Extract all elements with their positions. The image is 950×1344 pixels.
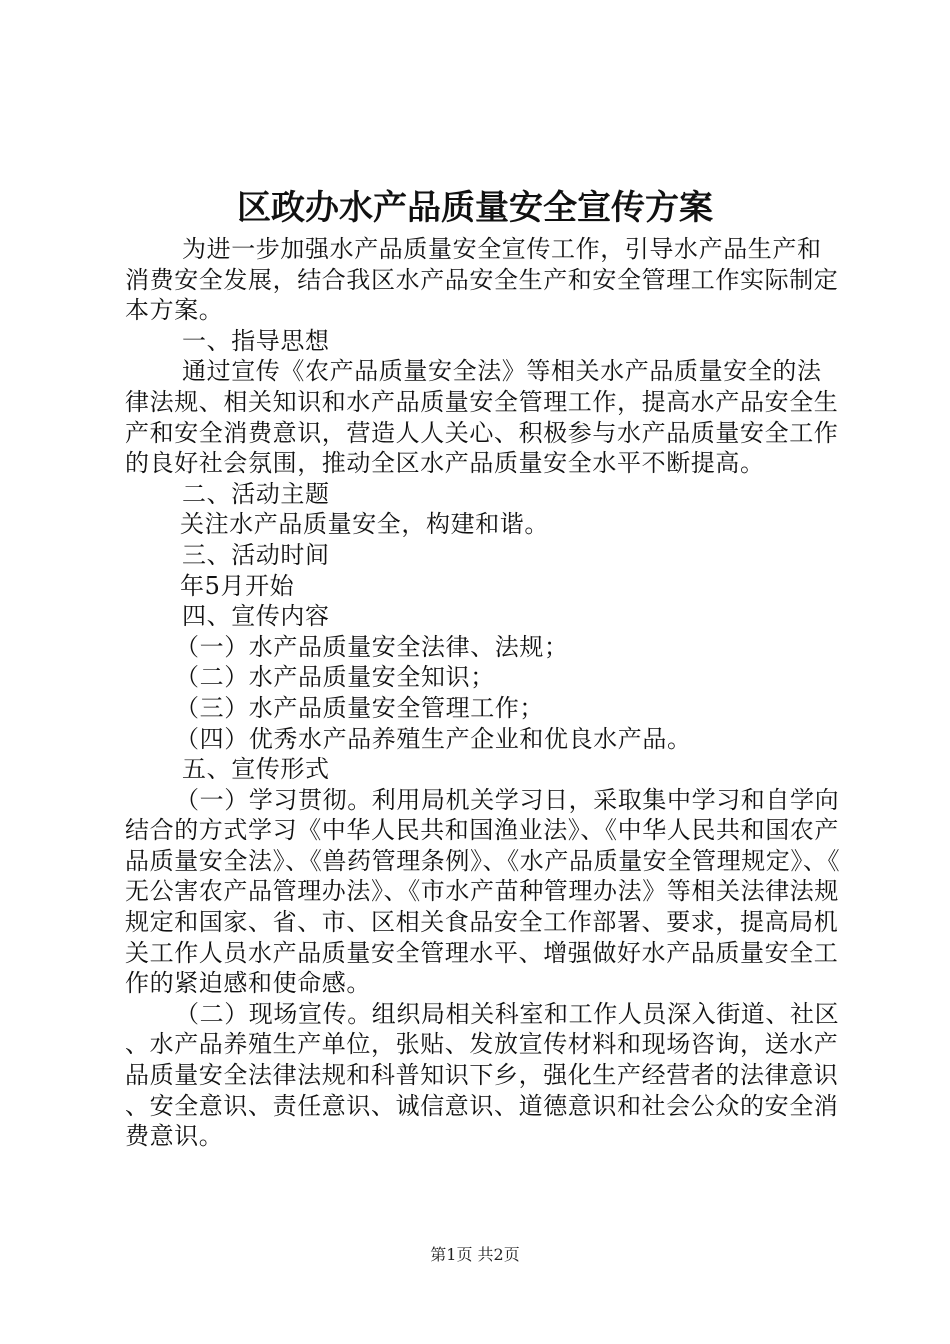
section-4-item-2: （二）水产品质量安全知识； <box>175 663 495 692</box>
section-heading-2: 二、活动主题 <box>182 479 330 508</box>
document-title: 区政办水产品质量安全宣传方案 <box>237 188 713 228</box>
page-footer: 第1页 共2页 <box>430 1245 520 1264</box>
section-5-paragraph-2: （二）现场宣传。组织局相关科室和工作人员深入街道、社区、水产品养殖生产单位，张贴、发放宣传材料和现场咨询，送水产品质量安全法律法规和科普知识下乡，强化生产经营者的法律意识、安全意识、责任意识、诚信意识、道德意识和社会公众的安全消费意识。 <box>125 999 840 1151</box>
section-heading-1: 一、指导思想 <box>182 326 330 355</box>
section-heading-5: 五、宣传形式 <box>182 755 330 784</box>
section-1-paragraph: 通过宣传《农产品质量安全法》等相关水产品质量安全的法律法规、相关知识和水产品质量安全管理工作，提高水产品安全生产和安全消费意识，营造人人关心、积极参与水产品质量安全工作的良好社会氛围，推动全区水产品质量安全水平不断提高。 <box>125 357 839 478</box>
section-4-item-1: （一）水产品质量安全法律、法规； <box>175 632 569 661</box>
section-heading-4: 四、宣传内容 <box>182 602 330 631</box>
section-2-paragraph: 关注水产品质量安全，构建和谐。 <box>180 510 549 539</box>
document-body <box>125 234 845 1152</box>
section-4-item-4: （四）优秀水产品养殖生产企业和优良水产品。 <box>175 724 692 753</box>
section-heading-3: 三、活动时间 <box>182 540 330 569</box>
section-4-item-3: （三）水产品质量安全管理工作； <box>175 693 544 722</box>
section-3-paragraph: 年5月开始 <box>180 571 295 600</box>
section-5-paragraph-1: （一）学习贯彻。利用局机关学习日，采取集中学习和自学向结合的方式学习《中华人民共和国渔业法》、《中华人民共和国农产品质量安全法》、《兽药管理条例》、《水产品质量安全管理规定》、《无公害农产品管理办法》、《市水产苗种管理办法》等相关法律法规规定和国家、省、市、区相关食品安全工作部署、要求，提高局机关工作人员水产品质量安全管理水平、增强做好水产品质量安全工作的紧迫感和使命感。 <box>125 785 841 998</box>
intro-paragraph: 为进一步加强水产品质量安全宣传工作，引导水产品生产和消费安全发展，结合我区水产品安全生产和安全管理工作实际制定本方案。 <box>125 235 839 325</box>
